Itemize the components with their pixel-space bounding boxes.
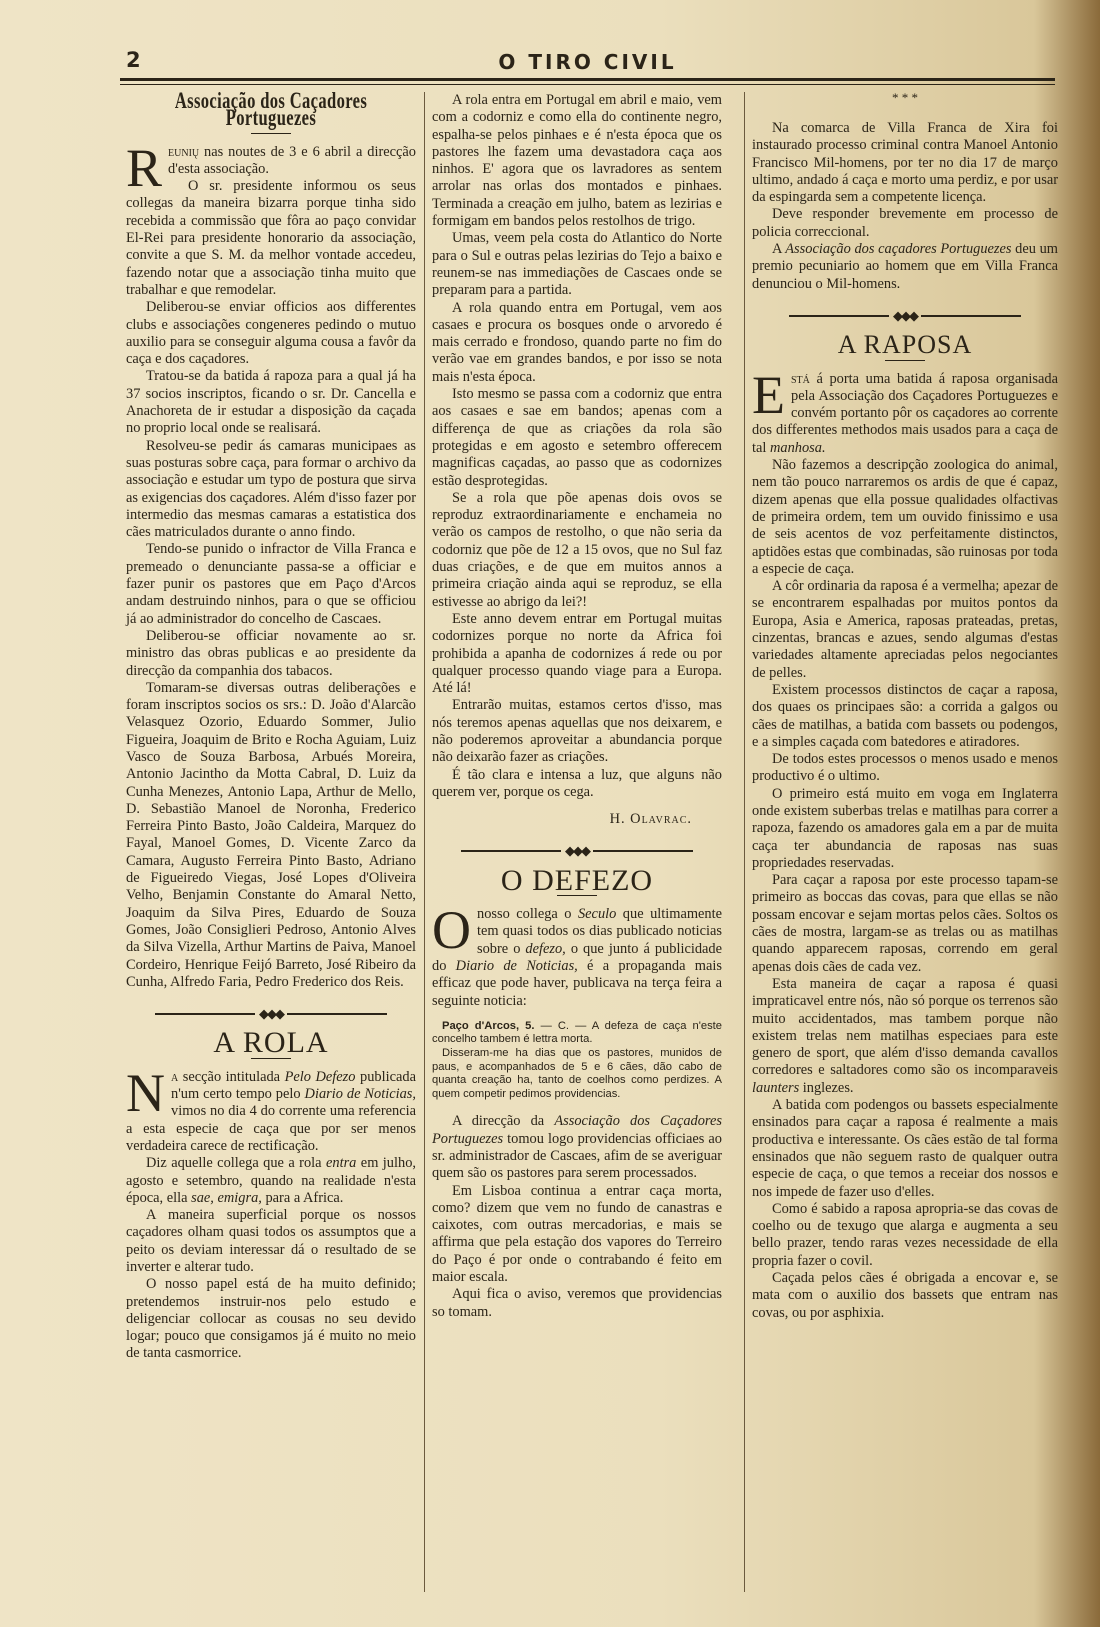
paragraph: Caçada pelos cães é obrigada a encovar e, se mata com o auxilio dos bassets que entram nas covas, ou por asphixia. [752, 1270, 1058, 1321]
paragraph: Na secção intitulada Pelo Defezo publicada n'um certo tempo pelo Diario de Noticias, vimos no dia 4 do corrente uma referencia a esta especie de caça que por ser menos verdadeira carece de rectificação. [126, 1062, 417, 1154]
drop-cap: O [432, 900, 471, 961]
paragraph: O primeiro está muito em voga em Inglaterra onde existem suberbas trelas e matilhas para correr a rapoza, fazendo os amadores gala em a par de muita caça ter abundancia de raposas nas suas propriedades reservadas. [752, 785, 1058, 871]
header-rule-thin [120, 84, 1055, 85]
paragraph: Disseram-me ha dias que os pastores, munidos de paus, e acompanhados de 5 e 6 cães, dão cabo de quanta creação ha, tanto de coelhos como perdizes. A quem competir pedimos providencias. [432, 1047, 722, 1100]
column-divider [744, 92, 745, 1592]
paragraph: Aqui fica o aviso, veremos que providencias so tomam. [432, 1286, 722, 1320]
paragraph: A maneira superficial porque os nossos caçadores olham quasi todos os assumptos que a peito os deviam interessar dá o resultado de se inverter e alterar tudo. [126, 1207, 416, 1275]
paragraph: Em Lisboa continua a entrar caça morta, como? dizem que vem no fundo de canastras e caixotes, com outras mercadorias, e mais se affirma que pela estação dos vapores do Terreiro do Paço é por onde o contrabando é feito em maior escala. [432, 1182, 722, 1286]
page-number: 2 [126, 48, 141, 72]
paragraph: Resolveu-se pedir ás camaras municipaes as suas posturas sobre caça, para formar o archivo da associação e estudar um typo de postura que sirva as exigencias dos caçadores. Além d'isso fazer por intermedio das mesmas camaras a estatistica dos cães matriculados durante o anno findo. [126, 437, 416, 541]
paragraph: Isto mesmo se passa com a codorniz que entra aos casaes e sae em bandos; apenas com a differença de que as criações da rola são protegidas e em agosto e setembro offerecem magnificas caçadas, ao passo que as codornizes estão desprotegidas. [432, 386, 722, 489]
paragraph: O nosso papel está de ha muito definido; pretendemos instruir-nos pelo estudo e deligenciar collocar as cousas no seu devido logar; pouco que consigamos já é muito no meio de tanta casmorrice. [126, 1276, 416, 1362]
paragraph: Deliberou-se officiar novamente ao sr. ministro das obras publicas e ao presidente da direcção da companhia dos tabacos. [126, 627, 416, 679]
paragraph: Não fazemos a descripção zoologica do animal, nem tão pouco narraremos os ardis de que é capaz, dizem apenas que ella possue qualidades olfactivas de primeira ordem, tem um ouvido finissimo e usa de seis acentos de voz perfeitamente distinctos, aptidões estas que combinadas, são ruinosas por toda a especie de caça. [752, 457, 1058, 577]
section-ornament: ◆◆◆ [432, 842, 722, 859]
paragraph: Tratou-se da batida á rapoza para a qual já ha 37 socios inscriptos, ficando o sr. Dr. Cancella e Anachoreta de ir estudar a disposição da caçada no proprio local onde se realisará. [126, 368, 416, 437]
paragraph: Este anno devem entrar em Portugal muitas codornizes porque no norte da Africa foi prohibida a apanha de codornizes á rede ou por qualquer processo quando viage para a Europa. Até lá! [432, 610, 722, 697]
paragraph: Umas, veem pela costa do Atlantico do Norte para o Sul e outras pelas lezirias do Tejo a baixo e reunem-se nas immediações de Cascaes onde se preparam para a partida. [432, 230, 722, 299]
paragraph: A batida com podengos ou bassets especialmente ensinados para caçar a raposa é realmente a mais productiva e interessante. Os cães estão de tal forma ensinados que não seguem rasto de qualquer outra especie de caça, o que temos a receiar dos nossos e nos impede de fazer uso d'elles. [752, 1097, 1058, 1200]
paragraph: A côr ordinaria da raposa é a vermelha; apezar de se encontrarem espalhadas por muitos pontos da Europa, Asia e America, raposas prateadas, pretas, cinzentas, brancas e azues, sendo algumas d'estas variedades altamente apreciadas pelos negociantes de pelles. [752, 578, 1058, 681]
paragraph: Como é sabido a raposa apropria-se das covas de coelho ou de texugo que alarga e augmenta a seu bello prazer, tendo raras vezes necessidade de ella propria fazer o covil. [752, 1200, 1058, 1269]
author-signature: H. Olavrac. [609, 811, 692, 828]
paragraph: É tão clara e intensa a luz, que alguns não querem ver, porque os cega. [432, 766, 722, 800]
newspaper-title: O TIRO CIVIL [498, 50, 677, 74]
drop-cap: R [126, 137, 163, 198]
asterism: * * * [892, 90, 918, 105]
paragraph: Esta maneira de caçar a raposa é quasi impraticavel entre nós, não só porque os terrenos são muito accidentados, mas tambem porque não existem trelas nem matilhas especiaes para este genero de sport, que além d'isso demanda cavallos corredores e saltadores como são os incomparaveis launters inglezes. [752, 975, 1058, 1096]
page-header [120, 48, 1055, 78]
header-rule-thick [120, 78, 1055, 81]
article-title: A ROLA [213, 1026, 329, 1060]
paragraph: Para caçar a raposa por este processo tapam-se primeiro as boccas das covas, para que ellas se não possam encovar e sejam mortas pelos cães. Soltos os cães de mostra, largam-se as trelas ou as matilhas quando apparecem raposas, correndo em geral apenas dois cães de cada vez. [752, 872, 1058, 975]
paragraph: A Associação dos caçadores Portuguezes deu um premio pecuniario ao homem que em Villa Franca denunciou o Mil-homens. [752, 241, 1058, 292]
drop-cap: N [126, 1062, 165, 1123]
article-title: A RAPOSA [837, 330, 973, 360]
article-title: Associação dos Caçadores Portuguezes [174, 88, 368, 131]
paragraph: Entrarão muitas, estamos certos d'isso, mas nós teremos apenas aquellas que nos deixarem, e não poderemos aproveitar a abundancia porque não deixarão fazer as criações. [432, 697, 722, 766]
paragraph: A direcção da Associação dos Caçadores Portuguezes tomou logo providencias officiaes ao sr. administrador de Cascaes, afim de se averiguar quem são os pastores para serem processados. [432, 1113, 722, 1182]
paragraph: Se a rola que põe apenas dois ovos se reproduz extraordinariamente e enchameia no verão os campos de restolho, o que não seria da codorniz que põe de 12 a 15 ovos, que no Sul faz duas criações, e de que em muitos annos a primeira criação ainda aqui se reproduz, se ella estivesse ao abrigo da lei?! [432, 489, 722, 610]
title-rule [885, 360, 925, 361]
title-rule [251, 133, 291, 134]
column-divider [424, 92, 425, 1592]
paragraph: Está á porta uma batida á raposa organisada pela Associação dos Caçadores Portuguezes e convém portanto pôr os caçadores ao corrente dos differentes methodos mais usados para a caça de tal manhosa. [752, 364, 1058, 456]
column-1 [126, 88, 417, 1363]
paragraph: Deve responder brevemente em processo de policia correccional. [752, 206, 1058, 240]
paragraph: Tendo-se punido o infractor de Villa Franca e premeado o denunciante passa-se a officiar e fazer punir os pastores que em Paço d'Arcos andam destruindo ninhos, para o que se officiou já ao administrador do concelho de Cascaes. [126, 541, 416, 627]
paragraph: Na comarca de Villa Franca de Xira foi instaurado processo criminal contra Manoel Antonio Francisco Mil-homens, por ter no dia 17 de março ultimo, andado á caça e morto uma perdiz, e por usar da espingarda sem a competente licença. [752, 120, 1058, 206]
column-3 [752, 92, 1058, 1322]
paragraph: Reunių nas noutes de 3 e 6 abril a direcção d'esta associação. [126, 137, 416, 198]
paragraph: Paço d'Arcos, 5. — C. — A defeza de caça n'este concelho tambem é lettra morta. [432, 1019, 722, 1046]
paragraph: Tomaram-se diversas outras deliberações e foram inscriptos socios os srs.: D. João d'Alarcão Velasquez Ozorio, Eduardo Sommer, Julio Figueira, Joaquim de Brito e Rocha Aguiam, Luiz Vasco de Souza Barbosa, Arbués Moreira, Antonio Jacintho da Motta Cabral, D. Luiz da Cunha Menezes, Antonio Lapa, Arthur de Mello, D. Sebastião Manoel de Noronha, Frederico Ferreira Pinto Basto, João Caldeira, Marquez do Fayal, Manoel Gomes, D. Vicente Zarco da Camara, Augusto Ferreira Pinto Basto, Adriano de Figueiredo Viegas, José Lopes d'Oliveira Velho, Benjamin Constante do Amaral Netto, Joaquim da Silva Pires, Eduardo de Souza Gomes, João Consiglieri Pedroso, Antonio Alves da Silva Vizella, Arthur Martins de Paiva, Manoel Cordeiro, Henrique Feijó Barreto, José Ribeiro da Cunha, Alfredo Faria, Pedro Frederico dos Reis. [126, 679, 416, 990]
section-ornament: ◆◆◆ [752, 307, 1058, 324]
article-title: O DEFEZO [500, 863, 654, 897]
drop-cap: E [752, 364, 785, 425]
paragraph: Onosso collega o Seculo que ultimamente tem quasi todos os dias publicado noticias sobre o defezo, o que junto á publicidade do Diario de Noticias, é a propaganda mais efficaz que pode haver, publicava na terça feira a seguinte noticia: [432, 900, 722, 1009]
paragraph: De todos estes processos o menos usado e menos productivo é o ultimo. [752, 751, 1058, 785]
paragraph: O sr. presidente informou os seus collegas da maneira bizarra porque tinha sido recebida a commissão que fôra ao paço convidar El-Rei para presidente honorario da associação, convite a que S. M. da melhor vontade accedeu, fazendo notar que a associação tinha muito que trabalhar e que remodelar. [126, 178, 416, 298]
paragraph: Deliberou-se enviar officios aos differentes clubs e associações congeneres pedindo o mutuo auxilio para se conseguir alguma cousa a favôr da caça e dos caçadores. [126, 299, 416, 368]
paragraph: A rola quando entra em Portugal, vem aos casaes e procura os bosques onde o arvoredo é mais cerrado e frondoso, quando parte no fim do verão vae em grandes bandos, e por isso se nota mais n'esta época. [432, 299, 722, 385]
column-2 [432, 92, 722, 1321]
paragraph: A rola entra em Portugal em abril e maio, vem com a codorniz e como ella do continente negro, espalha-se pelos pinhaes e é n'esta época que os pastores lhe fazem uma devastadora caça aos ninhos. E' agora que os lavradores as sentem arrolar nas orlas dos montados e pinhaes. Terminada a creação em julho, batem as lezirias e formigam em bandos pelos restolhos de trigo. [432, 92, 722, 230]
section-ornament: ◆◆◆ [126, 1005, 416, 1022]
paragraph: Diz aquelle collega que a rola entra em julho, agosto e setembro, quando na realidade n'esta época, ella sae, emigra, para a Africa. [126, 1155, 416, 1206]
paragraph: Existem processos distinctos de caçar a raposa, dos quaes os principaes são: a corrida a galgos ou cães de matilhas, a batida com bassets ou podengos, e a simples caçada com batedores e atiradores. [752, 681, 1058, 750]
quoted-notice [432, 1020, 722, 1102]
